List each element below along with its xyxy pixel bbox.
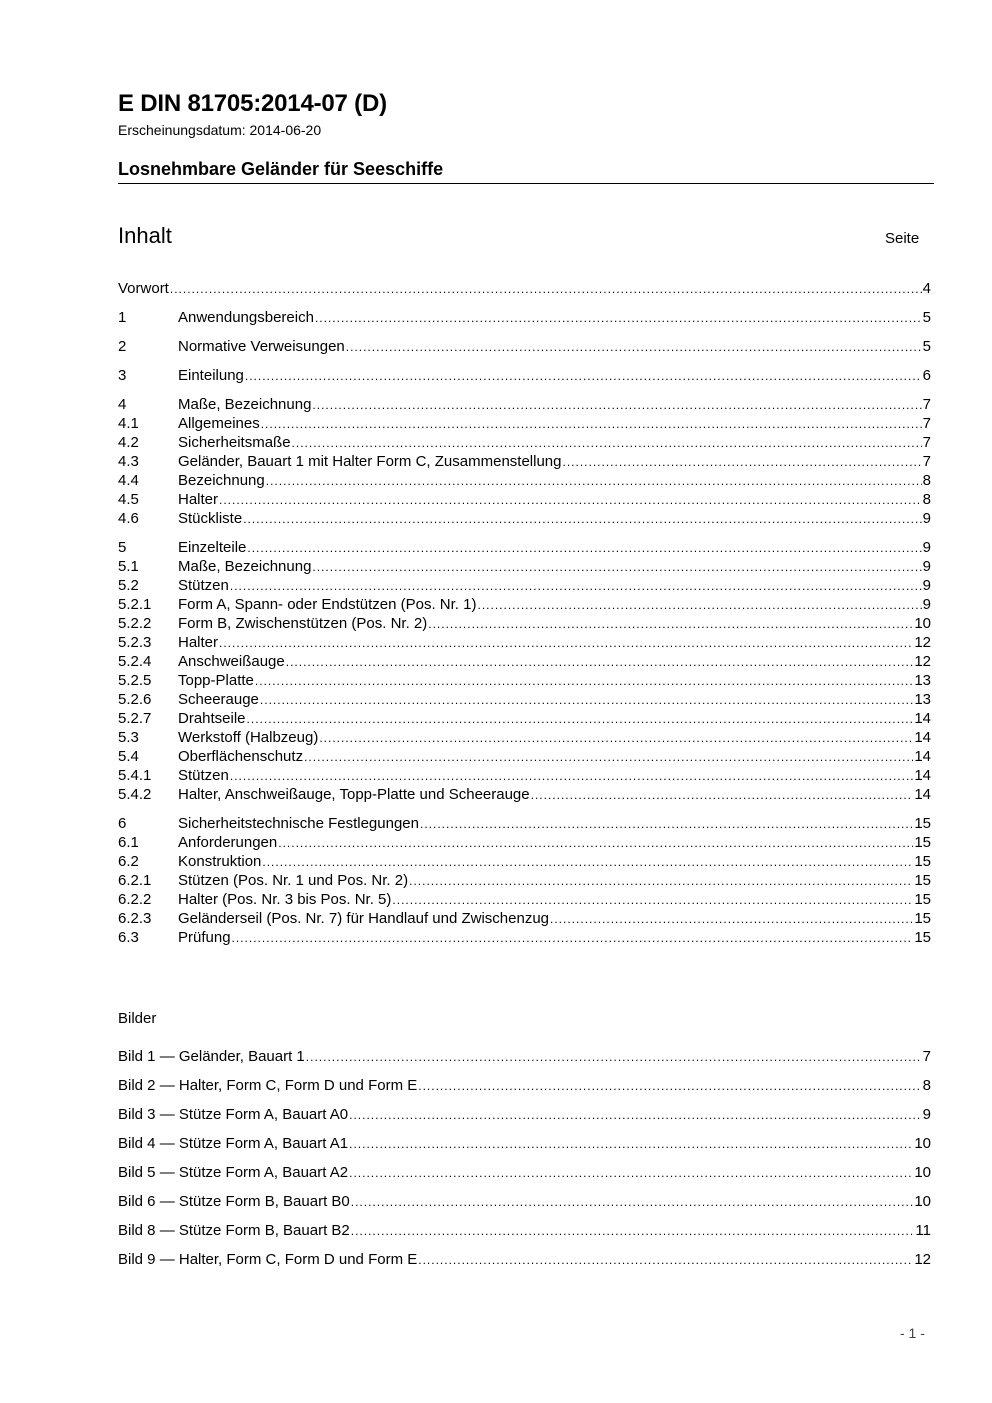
toc-entry-label: Einteilung bbox=[178, 367, 244, 384]
dot-leader bbox=[562, 453, 921, 471]
toc-entry-label: Werkstoff (Halbzeug) bbox=[178, 729, 319, 746]
toc-entry-number: 4 bbox=[118, 396, 127, 413]
toc-entry-number: 6.1 bbox=[118, 834, 139, 851]
dot-leader bbox=[351, 1222, 915, 1240]
toc-entry-page: 9 bbox=[922, 539, 931, 556]
toc-entry-label: Maße, Bezeichnung bbox=[178, 396, 312, 413]
toc-entry[interactable] bbox=[118, 414, 931, 433]
dot-leader bbox=[261, 415, 922, 433]
toc-entry-page: 14 bbox=[914, 786, 931, 803]
toc-entry-label: Stützen (Pos. Nr. 1 und Pos. Nr. 2) bbox=[178, 872, 409, 889]
toc-entry-page: 13 bbox=[914, 672, 931, 689]
dot-leader bbox=[286, 653, 914, 671]
figure-entry-page: 10 bbox=[914, 1164, 931, 1181]
toc-entry[interactable] bbox=[118, 785, 931, 804]
dot-leader bbox=[306, 1048, 922, 1066]
document-subject: Losnehmbare Geländer für Seeschiffe bbox=[118, 159, 444, 179]
toc-entry[interactable] bbox=[118, 928, 931, 947]
toc-entry[interactable] bbox=[118, 509, 931, 528]
toc-entry-label: Geländer, Bauart 1 mit Halter Form C, Zusammenstellung bbox=[178, 453, 562, 470]
page-number: - 1 - bbox=[900, 1325, 925, 1341]
toc-entry-label: Einzelteile bbox=[178, 539, 247, 556]
figure-entry-label: Bild 5 — Stütze Form A, Bauart A2 bbox=[118, 1164, 349, 1181]
toc-entry-number: 3 bbox=[118, 367, 127, 384]
toc-entry[interactable] bbox=[118, 471, 931, 490]
dot-leader bbox=[409, 872, 913, 890]
figures-heading: Bilder bbox=[118, 1010, 157, 1027]
dot-leader bbox=[230, 767, 913, 785]
toc-entry-page: 9 bbox=[922, 510, 931, 527]
toc-entry-number: 4.4 bbox=[118, 472, 139, 489]
toc-entry-page: 9 bbox=[922, 577, 931, 594]
toc-entry-label: Bezeichnung bbox=[178, 472, 265, 489]
dot-leader bbox=[260, 691, 913, 709]
toc-entry-label: Vorwort bbox=[118, 280, 169, 297]
dot-leader bbox=[230, 577, 922, 595]
figure-entry-label: Bild 3 — Stütze Form A, Bauart A0 bbox=[118, 1106, 349, 1123]
dot-leader bbox=[292, 434, 922, 452]
toc-entry-page: 15 bbox=[914, 834, 931, 851]
toc-entry[interactable] bbox=[118, 871, 931, 890]
toc-entry-page: 14 bbox=[914, 729, 931, 746]
toc-entry-page: 15 bbox=[914, 872, 931, 889]
toc-entry[interactable] bbox=[118, 747, 931, 766]
toc-entry-label: Maße, Bezeichnung bbox=[178, 558, 312, 575]
figure-entry-label: Bild 9 — Halter, Form C, Form D und Form E bbox=[118, 1251, 418, 1268]
figure-entry[interactable] bbox=[118, 1047, 931, 1066]
toc-entry[interactable] bbox=[118, 576, 931, 595]
toc-entry-page: 14 bbox=[914, 710, 931, 727]
toc-entry-page: 6 bbox=[922, 367, 931, 384]
toc-entry-page: 15 bbox=[914, 853, 931, 870]
toc-entry-page: 9 bbox=[922, 558, 931, 575]
figure-entry[interactable] bbox=[118, 1105, 931, 1124]
toc-entry-number: 6.2.1 bbox=[118, 872, 152, 889]
dot-leader bbox=[349, 1135, 913, 1153]
toc-entry-number: 5.2.6 bbox=[118, 691, 152, 708]
dot-leader bbox=[392, 891, 913, 909]
dot-leader bbox=[319, 729, 913, 747]
toc-entry-label: Stückliste bbox=[178, 510, 243, 527]
toc-entry[interactable] bbox=[118, 490, 931, 509]
toc-entry-number: 4.2 bbox=[118, 434, 139, 451]
dot-leader bbox=[219, 634, 913, 652]
toc-entry-page: 5 bbox=[922, 309, 931, 326]
toc-entry[interactable] bbox=[118, 452, 931, 471]
dot-leader bbox=[531, 786, 914, 804]
toc-entry-label: Topp-Platte bbox=[178, 672, 254, 689]
toc-entry-label: Allgemeines bbox=[178, 415, 260, 432]
dot-leader bbox=[304, 748, 913, 766]
toc-entry-number: 5.4 bbox=[118, 748, 139, 765]
toc-entry-page: 9 bbox=[922, 596, 931, 613]
toc-entry-number: 5.2.2 bbox=[118, 615, 152, 632]
toc-entry-page: 7 bbox=[922, 434, 931, 451]
toc-entry[interactable] bbox=[118, 433, 931, 452]
dot-leader bbox=[278, 834, 913, 852]
figure-entry-label: Bild 4 — Stütze Form A, Bauart A1 bbox=[118, 1135, 349, 1152]
toc-entry-label: Drahtseile bbox=[178, 710, 246, 727]
figure-entry-page: 8 bbox=[922, 1077, 931, 1094]
toc-entry-label: Form A, Spann- oder Endstützen (Pos. Nr. 1) bbox=[178, 596, 477, 613]
toc-entry[interactable] bbox=[118, 308, 931, 327]
toc-entry-number: 4.6 bbox=[118, 510, 139, 527]
toc-entry-number: 4.3 bbox=[118, 453, 139, 470]
toc-entry[interactable] bbox=[118, 614, 931, 633]
toc-entry-label: Halter, Anschweißauge, Topp-Platte und Scheerauge bbox=[178, 786, 530, 803]
figure-entry-page: 9 bbox=[922, 1106, 931, 1123]
toc-entry-label: Anforderungen bbox=[178, 834, 278, 851]
dot-leader bbox=[349, 1106, 922, 1124]
toc-entry-label: Konstruktion bbox=[178, 853, 262, 870]
dot-leader bbox=[243, 510, 921, 528]
figure-entry-page: 7 bbox=[922, 1048, 931, 1065]
toc-entry-number: 6.3 bbox=[118, 929, 139, 946]
toc-entry-label: Sicherheitstechnische Festlegungen bbox=[178, 815, 419, 832]
toc-entry-page: 15 bbox=[914, 910, 931, 927]
figure-entry-page: 10 bbox=[914, 1193, 931, 1210]
toc-entry[interactable] bbox=[118, 709, 931, 728]
figure-entry[interactable] bbox=[118, 1250, 931, 1269]
toc-entry-label: Anschweißauge bbox=[178, 653, 285, 670]
toc-entry-page: 8 bbox=[922, 472, 931, 489]
toc-entry-number: 5 bbox=[118, 539, 127, 556]
toc-entry-label: Halter bbox=[178, 634, 219, 651]
dot-leader bbox=[219, 491, 922, 509]
toc-entry-label: Stützen bbox=[178, 577, 229, 594]
toc-entry-number: 5.2.7 bbox=[118, 710, 152, 727]
toc-entry-number: 6.2 bbox=[118, 853, 139, 870]
toc-entry-page: 7 bbox=[922, 415, 931, 432]
figure-entry[interactable] bbox=[118, 1076, 931, 1095]
figure-entry-label: Bild 2 — Halter, Form C, Form D und Form E bbox=[118, 1077, 418, 1094]
dot-leader bbox=[266, 472, 922, 490]
toc-entry-page: 15 bbox=[914, 929, 931, 946]
toc-entry-page: 15 bbox=[914, 891, 931, 908]
toc-entry-number: 4.5 bbox=[118, 491, 139, 508]
toc-entry-number: 5.2.1 bbox=[118, 596, 152, 613]
toc-entry[interactable] bbox=[118, 395, 931, 414]
figure-entry[interactable] bbox=[118, 1192, 931, 1211]
dot-leader bbox=[420, 815, 913, 833]
figure-entry[interactable] bbox=[118, 1221, 931, 1240]
toc-page-column-label: Seite bbox=[885, 230, 920, 247]
toc-entry-number: 6.2.2 bbox=[118, 891, 152, 908]
dot-leader bbox=[477, 596, 921, 614]
toc-entry[interactable] bbox=[118, 366, 931, 385]
dot-leader bbox=[418, 1077, 921, 1095]
toc-entry[interactable] bbox=[118, 852, 931, 871]
publication-date: Erscheinungsdatum: 2014-06-20 bbox=[118, 122, 322, 138]
dot-leader bbox=[346, 338, 922, 356]
header-divider bbox=[118, 183, 934, 184]
toc-entry-label: Sicherheitsmaße bbox=[178, 434, 291, 451]
toc-entry[interactable] bbox=[118, 538, 931, 557]
toc-entry-number: 5.2.4 bbox=[118, 653, 152, 670]
figure-entry-page: 10 bbox=[914, 1135, 931, 1152]
toc-entry[interactable] bbox=[118, 633, 931, 652]
toc-entry-page: 12 bbox=[914, 634, 931, 651]
toc-entry-number: 6 bbox=[118, 815, 127, 832]
toc-entry-label: Oberflächenschutz bbox=[178, 748, 304, 765]
dot-leader bbox=[428, 615, 913, 633]
toc-entry-page: 12 bbox=[914, 653, 931, 670]
toc-entry-label: Geländerseil (Pos. Nr. 7) für Handlauf und Zwischenzug bbox=[178, 910, 550, 927]
toc-entry[interactable] bbox=[118, 690, 931, 709]
toc-entry-page: 8 bbox=[922, 491, 931, 508]
toc-entry-label: Normative Verweisungen bbox=[178, 338, 345, 355]
toc-entry-page: 14 bbox=[914, 767, 931, 784]
toc-entry-page: 4 bbox=[922, 280, 931, 297]
figure-entry-page: 12 bbox=[914, 1251, 931, 1268]
toc-entry-page: 7 bbox=[922, 396, 931, 413]
toc-entry-label: Halter bbox=[178, 491, 219, 508]
toc-entry-number: 5.4.2 bbox=[118, 786, 152, 803]
toc-entry-number: 5.4.1 bbox=[118, 767, 152, 784]
dot-leader bbox=[418, 1251, 913, 1269]
dot-leader bbox=[349, 1164, 913, 1182]
toc-entry-page: 15 bbox=[914, 815, 931, 832]
toc-entry[interactable] bbox=[118, 728, 931, 747]
toc-entry[interactable] bbox=[118, 909, 931, 928]
toc-entry-page: 13 bbox=[914, 691, 931, 708]
figure-entry-label: Bild 8 — Stütze Form B, Bauart B2 bbox=[118, 1222, 350, 1239]
toc-entry-number: 5.1 bbox=[118, 558, 139, 575]
toc-entry-label: Stützen bbox=[178, 767, 229, 784]
toc-entry[interactable] bbox=[118, 766, 931, 785]
toc-entry-page: 10 bbox=[914, 615, 931, 632]
toc-entry-number: 5.2.5 bbox=[118, 672, 152, 689]
toc-heading: Inhalt bbox=[118, 223, 172, 248]
toc-entry[interactable] bbox=[118, 671, 931, 690]
dot-leader bbox=[170, 280, 922, 298]
toc-entry-number: 4.1 bbox=[118, 415, 139, 432]
toc-entry-label: Anwendungsbereich bbox=[178, 309, 314, 326]
toc-entry-number: 1 bbox=[118, 309, 127, 326]
dot-leader bbox=[247, 710, 914, 728]
toc-entry-number: 5.2.3 bbox=[118, 634, 152, 651]
toc-entry-label: Prüfung bbox=[178, 929, 231, 946]
toc-entry-label: Halter (Pos. Nr. 3 bis Pos. Nr. 5) bbox=[178, 891, 392, 908]
dot-leader bbox=[550, 910, 913, 928]
toc-entry[interactable] bbox=[118, 652, 931, 671]
figure-entry-label: Bild 1 — Geländer, Bauart 1 bbox=[118, 1048, 305, 1065]
dot-leader bbox=[262, 853, 913, 871]
dot-leader bbox=[351, 1193, 914, 1211]
toc-entry[interactable] bbox=[118, 833, 931, 852]
figure-entry-page: 11 bbox=[915, 1222, 931, 1239]
figure-entry[interactable] bbox=[118, 1163, 931, 1182]
toc-entry-label: Form B, Zwischenstützen (Pos. Nr. 2) bbox=[178, 615, 428, 632]
document-title: E DIN 81705:2014-07 (D) bbox=[118, 90, 387, 117]
toc-entry[interactable] bbox=[118, 595, 931, 614]
dot-leader bbox=[312, 396, 921, 414]
toc-entry-page: 7 bbox=[922, 453, 931, 470]
list-of-figures bbox=[118, 1047, 931, 1279]
dot-leader bbox=[312, 558, 921, 576]
toc-entry[interactable] bbox=[118, 557, 931, 576]
dot-leader bbox=[245, 367, 922, 385]
toc-entry[interactable] bbox=[118, 814, 931, 833]
toc-entry-page: 5 bbox=[922, 338, 931, 355]
toc-entry[interactable] bbox=[118, 279, 931, 298]
toc-entry[interactable] bbox=[118, 890, 931, 909]
dot-leader bbox=[232, 929, 914, 947]
dot-leader bbox=[315, 309, 922, 327]
figure-entry[interactable] bbox=[118, 1134, 931, 1153]
dot-leader bbox=[255, 672, 913, 690]
toc-entry-number: 6.2.3 bbox=[118, 910, 152, 927]
figure-entry-label: Bild 6 — Stütze Form B, Bauart B0 bbox=[118, 1193, 350, 1210]
toc-entry-number: 2 bbox=[118, 338, 127, 355]
toc-entry-number: 5.3 bbox=[118, 729, 139, 746]
toc-entry-number: 5.2 bbox=[118, 577, 139, 594]
toc-entry[interactable] bbox=[118, 337, 931, 356]
table-of-contents bbox=[118, 279, 931, 947]
dot-leader bbox=[247, 539, 921, 557]
toc-entry-label: Scheerauge bbox=[178, 691, 259, 708]
toc-entry-page: 14 bbox=[914, 748, 931, 765]
